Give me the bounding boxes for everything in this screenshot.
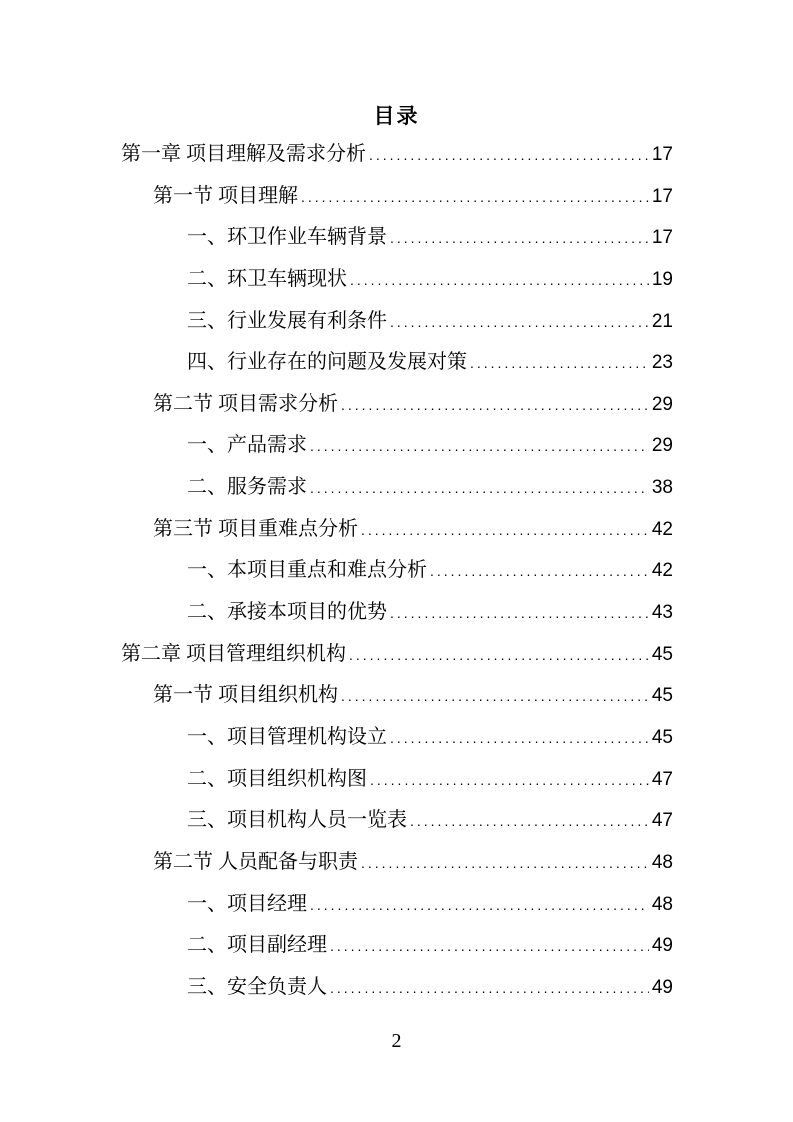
toc-entry xyxy=(121,675,673,717)
toc-entry-title: 一、产品需求 xyxy=(187,434,307,457)
toc-entry xyxy=(121,259,673,301)
toc-entry-page-number: 17 xyxy=(651,227,673,249)
toc-leader-dots xyxy=(410,814,649,828)
toc-entry xyxy=(121,217,673,259)
toc-leader-dots xyxy=(390,731,649,745)
toc-entry-title: 三、安全负责人 xyxy=(187,975,327,998)
toc-entry xyxy=(121,176,673,218)
toc-leader-dots xyxy=(470,356,649,370)
toc-entry xyxy=(121,634,673,676)
toc-leader-dots xyxy=(301,190,649,204)
toc-entry xyxy=(121,759,673,801)
toc-entry-title: 第一节 项目组织机构 xyxy=(153,684,338,707)
toc-entry-page-number: 43 xyxy=(651,602,673,624)
toc-leader-dots xyxy=(341,398,649,412)
toc-entry xyxy=(121,134,673,176)
toc-entry-page-number: 48 xyxy=(651,851,673,873)
toc-leader-dots xyxy=(330,939,649,953)
toc-entry-title: 第二节 人员配备与职责 xyxy=(153,850,358,873)
toc-entry-title: 二、项目组织机构图 xyxy=(187,767,367,790)
toc-entry xyxy=(121,425,673,467)
toc-entry xyxy=(121,717,673,759)
toc-entry-page-number: 42 xyxy=(651,560,673,582)
toc-entry-page-number: 49 xyxy=(651,976,673,998)
toc-entry-page-number: 42 xyxy=(651,518,673,540)
toc-entry xyxy=(121,592,673,634)
toc-entry xyxy=(121,384,673,426)
toc-entry-page-number: 45 xyxy=(651,643,673,665)
toc-entry-page-number: 17 xyxy=(651,144,673,165)
toc-entry-title: 二、环卫车辆现状 xyxy=(187,267,347,290)
toc-entry-title: 三、项目机构人员一览表 xyxy=(187,809,407,832)
toc-leader-dots xyxy=(430,564,649,578)
footer-page-number: 2 xyxy=(391,1030,402,1052)
toc-entry-title: 第三节 项目重难点分析 xyxy=(153,517,358,540)
toc-entry-title: 第一章 项目理解及需求分析 xyxy=(121,143,366,165)
toc-entry-page-number: 48 xyxy=(651,893,673,915)
toc-leader-dots xyxy=(370,773,649,787)
toc-leader-dots xyxy=(390,606,649,620)
toc-entry-title: 第一节 项目理解 xyxy=(153,184,298,207)
toc-entry-title: 二、承接本项目的优势 xyxy=(187,601,387,624)
toc-entry-title: 二、服务需求 xyxy=(187,476,307,499)
toc-entry xyxy=(121,342,673,384)
toc-leader-dots xyxy=(310,898,649,912)
toc-entry xyxy=(121,800,673,842)
toc-entry xyxy=(121,967,673,1009)
toc-entry-page-number: 47 xyxy=(651,768,673,790)
toc-entry-title: 一、项目经理 xyxy=(187,892,307,915)
toc-entry-page-number: 49 xyxy=(651,935,673,957)
toc-entry-page-number: 17 xyxy=(651,185,673,207)
toc-entry-page-number: 45 xyxy=(651,726,673,748)
toc-leader-dots xyxy=(341,689,649,703)
toc-entry-title: 一、环卫作业车辆背景 xyxy=(187,226,387,249)
toc-entry-title: 第二节 项目需求分析 xyxy=(153,392,338,415)
toc-list xyxy=(121,134,673,1008)
toc-entry xyxy=(121,509,673,551)
toc-leader-dots xyxy=(361,523,649,537)
toc-entry-title: 一、项目管理机构设立 xyxy=(187,725,387,748)
toc-entry-page-number: 38 xyxy=(651,477,673,499)
toc-leader-dots xyxy=(369,148,649,162)
toc-entry-page-number: 47 xyxy=(651,810,673,832)
toc-leader-dots xyxy=(390,231,649,245)
toc-entry xyxy=(121,467,673,509)
toc-leader-dots xyxy=(349,648,649,662)
toc-leader-dots xyxy=(350,273,649,287)
toc-entry-page-number: 21 xyxy=(651,310,673,332)
toc-leader-dots xyxy=(310,439,649,453)
toc-entry-page-number: 23 xyxy=(651,352,673,374)
toc-entry xyxy=(121,301,673,343)
toc-entry-page-number: 29 xyxy=(651,393,673,415)
toc-entry-page-number: 19 xyxy=(651,268,673,290)
toc-leader-dots xyxy=(390,315,649,329)
toc-entry-title: 第二章 项目管理组织机构 xyxy=(121,642,346,665)
toc-leader-dots xyxy=(330,981,649,995)
toc-leader-dots xyxy=(361,856,649,870)
toc-entry-page-number: 29 xyxy=(651,435,673,457)
toc-entry-title: 二、项目副经理 xyxy=(187,934,327,957)
toc-entry-page-number: 45 xyxy=(651,685,673,707)
toc-entry-title: 四、行业存在的问题及发展对策 xyxy=(187,351,467,374)
toc-entry xyxy=(121,550,673,592)
toc-entry-title: 三、行业发展有利条件 xyxy=(187,309,387,332)
toc-entry xyxy=(121,842,673,884)
toc-entry-title: 一、本项目重点和难点分析 xyxy=(187,559,427,582)
toc-entry xyxy=(121,925,673,967)
page-title: 目录 xyxy=(373,104,420,128)
toc-entry xyxy=(121,884,673,926)
toc-leader-dots xyxy=(310,481,649,495)
